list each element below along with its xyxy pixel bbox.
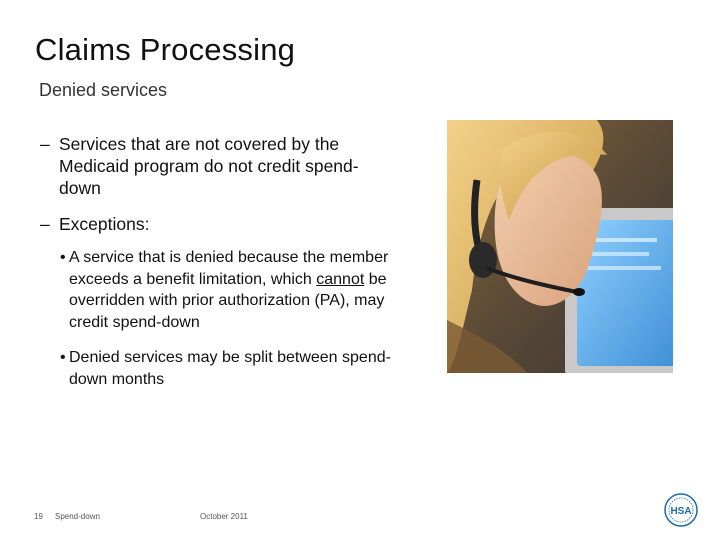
sub-bullet-text: Denied services may be split between spend-down months xyxy=(69,349,391,388)
hsa-seal-icon xyxy=(664,493,698,527)
bullet-text: Services that are not covered by the Medicaid program do not credit spend-down xyxy=(59,134,359,198)
bullet-marker: • xyxy=(60,349,66,366)
bullet-item xyxy=(40,133,395,199)
photo-illustration xyxy=(447,120,673,373)
footer-date: October 2011 xyxy=(200,512,248,521)
dash-marker: – xyxy=(40,214,50,234)
sub-bullet-emphasis: cannot xyxy=(316,270,365,288)
sub-bullet-item xyxy=(40,347,395,390)
woman-headset-photo-icon xyxy=(447,120,673,373)
bullet-text: Exceptions: xyxy=(59,214,150,234)
sub-bullet-item xyxy=(40,247,395,333)
slide-subtitle: Denied services xyxy=(39,80,168,100)
bullet-list xyxy=(40,133,395,408)
sub-bullet-text-after: be overridden with prior authorization (PA), may credit spend-down xyxy=(69,270,387,331)
slide-title: Claims Processing xyxy=(35,32,296,67)
bullet-marker: • xyxy=(60,249,66,266)
page-number: 19 xyxy=(34,512,43,521)
sub-bullet-text-before: A service that is denied because the member exceeds a benefit limitation, which xyxy=(69,249,389,288)
bullet-item xyxy=(40,213,395,235)
seal-text: HSA xyxy=(670,506,692,517)
dash-marker: – xyxy=(40,134,50,154)
footer-section: Spend-down xyxy=(55,512,100,521)
